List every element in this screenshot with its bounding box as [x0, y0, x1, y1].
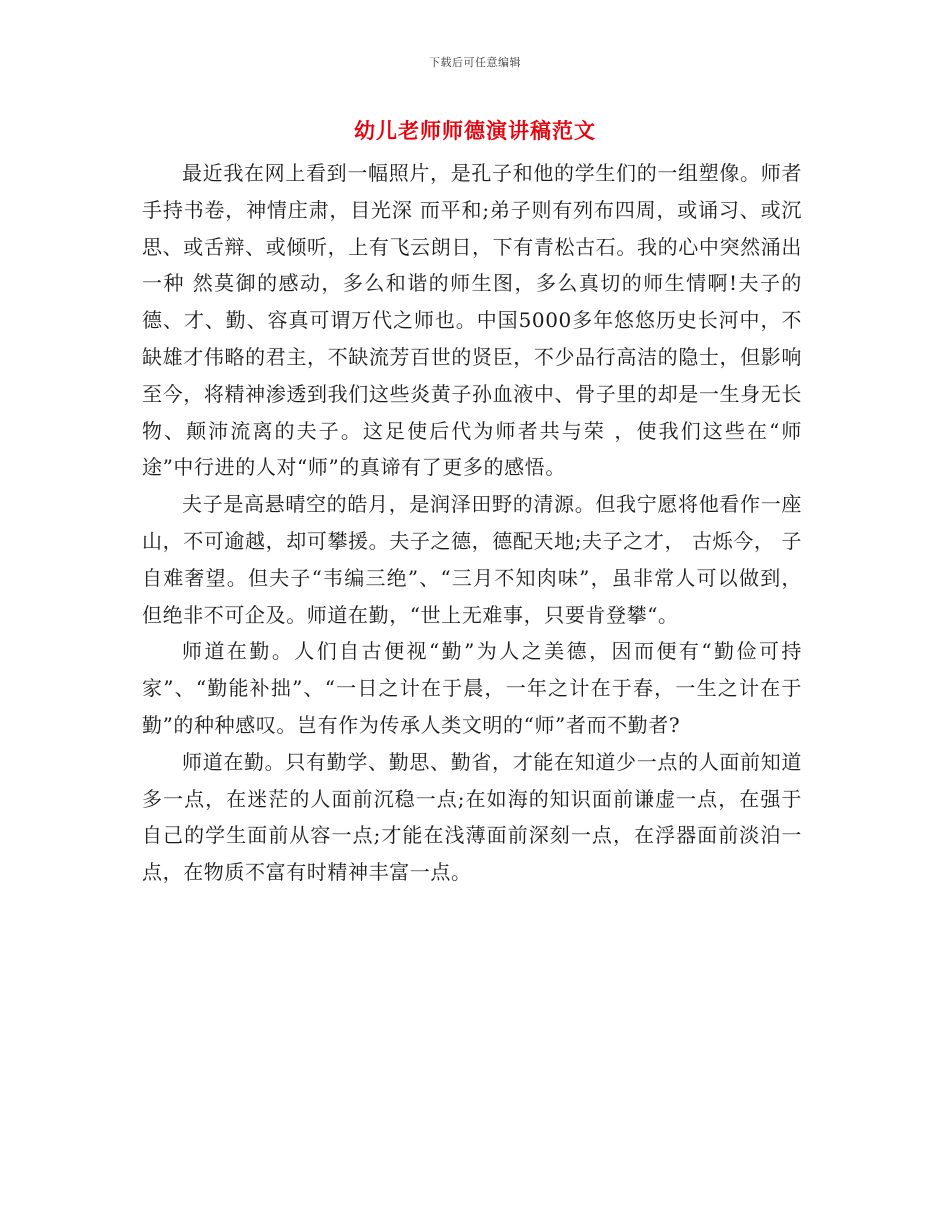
paragraph-2: 夫子是高悬晴空的皓月，是润泽田野的清源。但我宁愿将他看作一座山，不可逾越，却可攀援。夫子之德，德配天地;夫子之才， 古烁今， 子自难奢望。但夫子“韦编三绝”、“三月不知肉味”，虽非常人可以做到，但绝非不可企及。师道在勤，“世上无难事，只要肯登攀“。: [142, 492, 802, 627]
page-header-note: 下载后可任意编辑: [429, 56, 521, 69]
paragraph-4: 师道在勤。只有勤学、勤思、勤省，才能在知道少一点的人面前知道多一点，在迷茫的人面前沉稳一点;在如海的知识面前谦虚一点，在强于自己的学生面前从容一点;才能在浅薄面前深刻一点，在浮器面前淡泊一点，在物质不富有时精神丰富一点。: [142, 749, 802, 885]
paragraph-3: 师道在勤。人们自古便视“勤”为人之美德，因而便有“勤俭可持家”、“勤能补拙”、“一日之计在于晨，一年之计在于春，一生之计在于勤”的种种感叹。岂有作为传承人类文明的“师”者而不勤者?: [142, 639, 802, 737]
document-title: 幼儿老师师德演讲稿范文: [354, 118, 596, 143]
paragraph-1: 最近我在网上看到一幅照片，是孔子和他的学生们的一组塑像。师者手持书卷，神情庄肃，目光深 而平和;弟子则有列布四周，或诵习、或沉思、或舌辩、或倾听，上有飞云朗日，下有青松古石。我的心中突然涌出一种 然莫御的感动，多么和谐的师生图，多么真切的师生情啊!夫子的德、才、勤、容真可谓万代之师也。中国5000多年悠悠历史长河中，不缺雄才伟略的君主，不缺流芳百世的贤臣，不少品行高洁的隐士，但影响至今，将精神渗透到我们这些炎黄子孙血液中、骨子里的却是一生身无长物、颠沛流离的夫子。这足使后代为师者共与荣 ，使我们这些在“师途”中行进的人对“师”的真谛有了更多的感悟。: [142, 161, 802, 480]
document-body: [142, 155, 802, 891]
